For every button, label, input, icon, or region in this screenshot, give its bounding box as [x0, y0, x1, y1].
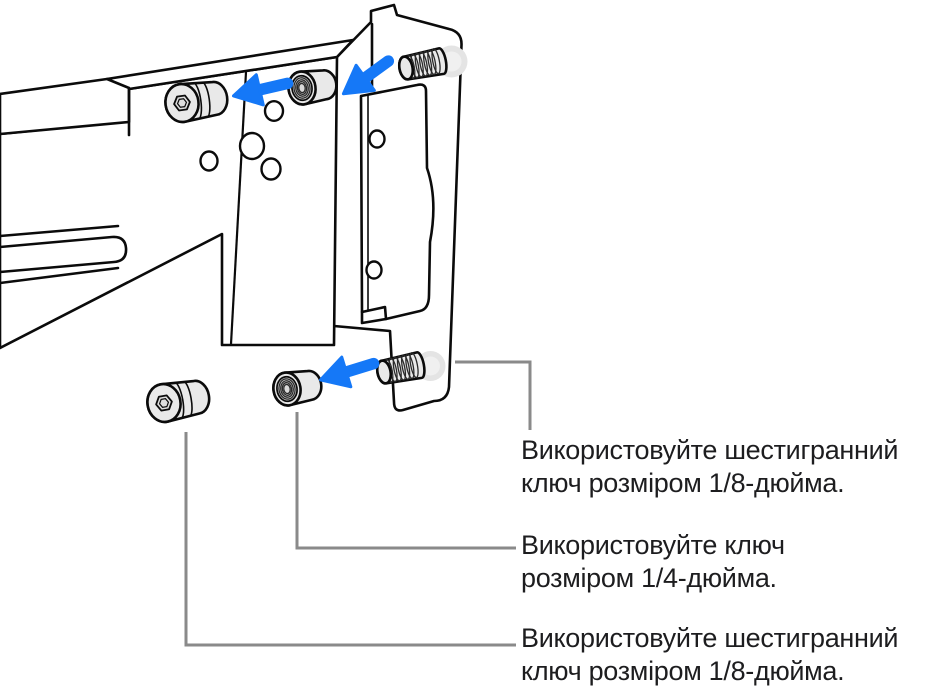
callout-line-text: Використовуйте ключ [521, 530, 785, 560]
leader-line-screw [186, 432, 516, 645]
callout-leader-lines [186, 362, 530, 645]
leader-line-stud [455, 362, 530, 430]
callout-line-text: розміром 1/4-дюйма. [521, 563, 777, 593]
leader-line-bushing [297, 412, 516, 548]
bracket-latch [361, 85, 433, 323]
removal-arrow-icon [316, 349, 378, 395]
socket-head-screw-bottom [144, 376, 212, 424]
callout-line-text: ключ розміром 1/8-дюйма. [521, 468, 845, 498]
callout-line-text: ключ розміром 1/8-дюйма. [521, 656, 845, 686]
threaded-bushing-bottom [271, 367, 324, 407]
latch-hole [370, 131, 385, 148]
callout-line-text: Використовуйте шестигранний [521, 435, 899, 465]
callout-text-hex-key-bottom [521, 622, 898, 688]
callout-line-text: Використовуйте шестигранний [521, 623, 899, 653]
latch-hole [367, 262, 382, 279]
callout-text-hex-key-top [521, 434, 898, 500]
callout-text-quarter-inch-key [521, 529, 785, 595]
